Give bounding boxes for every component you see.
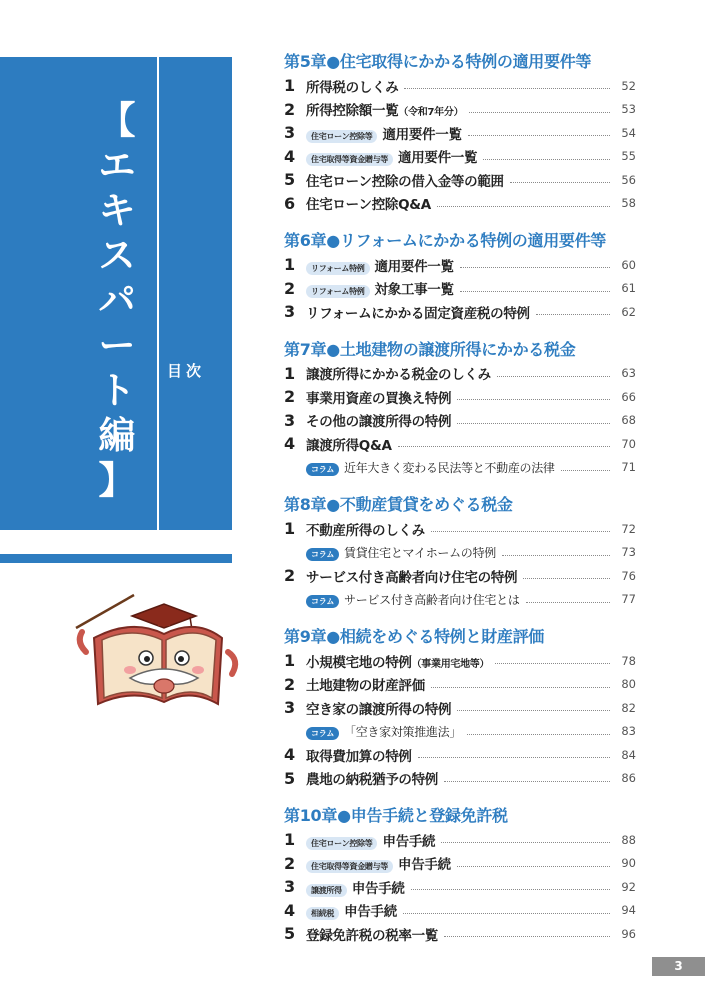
- entry-title-wrap: [306, 566, 517, 586]
- toc-entry[interactable]: [284, 121, 636, 145]
- section-title-char: ト: [98, 369, 136, 412]
- toc-entry[interactable]: [284, 385, 636, 409]
- chapter-heading: 第10章●申告手続と登録免許税: [284, 806, 508, 825]
- entry-number: 3: [284, 698, 296, 718]
- entry-title-wrap: [306, 924, 438, 944]
- toc-entry[interactable]: [284, 456, 636, 480]
- banner-underline: [0, 554, 232, 563]
- entry-page-number: 94: [621, 903, 636, 918]
- entry-title: 譲渡所得Q&A: [306, 437, 392, 454]
- entry-number: 1: [284, 255, 296, 275]
- entry-number: 5: [284, 170, 296, 190]
- entry-title: 対象工事一覧: [374, 282, 454, 299]
- table-of-contents: [284, 50, 636, 946]
- toc-entry[interactable]: [284, 168, 636, 192]
- entry-title: 申告手続: [344, 904, 397, 921]
- dot-leader: [483, 159, 610, 160]
- category-tag: 住宅ローン控除等: [306, 837, 377, 850]
- column-badge: コラム: [306, 548, 339, 561]
- entry-title: 小規模宅地の特例: [306, 654, 412, 671]
- toc-entry[interactable]: [284, 409, 636, 433]
- toc-entry[interactable]: [284, 767, 636, 791]
- entry-title-wrap: [306, 123, 462, 143]
- entry-title: 農地の納税猶予の特例: [306, 772, 438, 789]
- entry-number: 2: [284, 278, 296, 298]
- entry-page-number: 55: [621, 149, 636, 164]
- section-title-char: 】: [98, 459, 136, 502]
- entry-page-number: 60: [621, 257, 636, 272]
- entry-number: 5: [284, 924, 296, 944]
- entry-number: 5: [284, 768, 296, 788]
- entry-title: 住宅ローン控除Q&A: [306, 197, 431, 214]
- entry-page-number: 73: [621, 545, 636, 560]
- page-number: 3: [652, 957, 705, 976]
- entry-page-number: 61: [621, 281, 636, 296]
- entry-page-number: 58: [621, 196, 636, 211]
- entry-number: 2: [284, 674, 296, 694]
- entry-number: 1: [284, 76, 296, 96]
- entry-number: 3: [284, 302, 296, 322]
- entry-title-wrap: [306, 830, 435, 850]
- entry-title-wrap: [306, 146, 477, 166]
- toc-entry[interactable]: [284, 922, 636, 946]
- section-title-char: 【: [98, 99, 136, 142]
- toc-entry[interactable]: [284, 517, 636, 541]
- dot-leader: [523, 578, 610, 579]
- entry-title-wrap: [306, 363, 491, 383]
- entry-title: 適用要件一覧: [374, 258, 454, 275]
- dot-leader: [431, 531, 610, 532]
- entry-title: 適用要件一覧: [398, 150, 478, 167]
- entry-title-wrap: [306, 745, 412, 765]
- entry-title: 「空き家対策推進法」: [344, 724, 462, 739]
- entry-title-wrap: [306, 459, 555, 476]
- chapter-heading: 第8章●不動産賃貸をめぐる税金: [284, 495, 513, 514]
- entry-title-wrap: [306, 900, 397, 920]
- entry-number: 4: [284, 146, 296, 166]
- entry-page-number: 52: [621, 78, 636, 93]
- entry-number: 4: [284, 745, 296, 765]
- toc-entry[interactable]: [284, 673, 636, 697]
- entry-page-number: 66: [621, 389, 636, 404]
- dot-leader: [398, 446, 610, 447]
- dot-leader: [411, 889, 610, 890]
- entry-title: リフォームにかかる固定資産税の特例: [306, 305, 530, 322]
- entry-number: 2: [284, 99, 296, 119]
- entry-title-wrap: [306, 723, 461, 740]
- entry-title-wrap: [306, 674, 425, 694]
- toc-entry[interactable]: [284, 875, 636, 899]
- entry-number: 1: [284, 651, 296, 671]
- toc-entry[interactable]: [284, 541, 636, 565]
- chapter-heading: 第7章●土地建物の譲渡所得にかかる税金: [284, 339, 576, 359]
- entry-page-number: 88: [621, 832, 636, 847]
- entry-title-wrap: [306, 434, 392, 454]
- toc-entry[interactable]: [284, 145, 636, 169]
- entry-page-number: 92: [621, 879, 636, 894]
- toc-entry[interactable]: [284, 98, 636, 122]
- category-tag: 住宅取得等資金贈与等: [306, 153, 393, 166]
- dot-leader: [457, 423, 610, 424]
- entry-title-wrap: [306, 544, 496, 561]
- entry-title-wrap: [306, 410, 451, 430]
- entry-title: 申告手続: [398, 857, 451, 874]
- entry-title: その他の譲渡所得の特例: [306, 414, 452, 431]
- entry-page-number: 68: [621, 413, 636, 428]
- toc-label: 目次: [167, 362, 206, 380]
- dot-leader: [418, 757, 610, 758]
- dot-leader: [444, 781, 610, 782]
- section-title-char: キ: [98, 189, 136, 232]
- section-title: [86, 98, 148, 503]
- dot-leader: [403, 913, 610, 914]
- entry-page-number: 83: [621, 724, 636, 739]
- entry-title: 申告手続: [351, 880, 405, 897]
- entry-title: 所得税のしくみ: [306, 79, 399, 96]
- entry-title-wrap: [306, 302, 530, 322]
- column-badge: コラム: [306, 463, 339, 476]
- entry-title-wrap: [306, 387, 451, 407]
- entry-page-number: 56: [621, 172, 636, 187]
- entry-title-wrap: [306, 519, 425, 539]
- entry-title: 賃貸住宅とマイホームの特例: [344, 545, 496, 560]
- entry-page-number: 72: [621, 521, 636, 536]
- dot-leader: [467, 734, 610, 735]
- entry-page-number: 63: [621, 366, 636, 381]
- entry-title-wrap: [306, 76, 398, 96]
- toc-entry[interactable]: [284, 588, 636, 612]
- category-tag: リフォーム特例: [306, 285, 370, 298]
- entry-title: 登録免許税の税率一覧: [306, 927, 438, 944]
- section-title-char: ス: [98, 234, 136, 277]
- dot-leader: [460, 267, 610, 268]
- entry-title: 事業用資産の買換え特例: [306, 390, 452, 407]
- dot-leader: [495, 663, 610, 664]
- entry-title-wrap: [306, 768, 438, 788]
- category-tag: 住宅ローン控除等: [306, 130, 377, 143]
- column-badge: コラム: [306, 595, 339, 608]
- entry-number: 2: [284, 387, 296, 407]
- dot-leader: [468, 135, 610, 136]
- category-tag: 相続税: [306, 907, 339, 920]
- entry-page-number: 77: [621, 592, 636, 607]
- entry-title-wrap: [306, 698, 451, 718]
- dot-leader: [457, 710, 610, 711]
- column-badge: コラム: [306, 727, 339, 740]
- toc-entry[interactable]: [284, 720, 636, 744]
- entry-title-wrap: [306, 591, 520, 608]
- dot-leader: [502, 555, 610, 556]
- entry-page-number: 86: [621, 771, 636, 786]
- entry-title: 申告手続: [382, 833, 436, 850]
- entry-number: 3: [284, 123, 296, 143]
- toc-entry[interactable]: [284, 277, 636, 301]
- dot-leader: [437, 206, 610, 207]
- entry-title-wrap: [306, 170, 504, 190]
- entry-title: 土地建物の財産評価: [306, 678, 425, 695]
- entry-number: 1: [284, 830, 296, 850]
- category-tag: 住宅取得等資金贈与等: [306, 860, 393, 873]
- entry-page-number: 80: [621, 677, 636, 692]
- chapter-heading: 第5章●住宅取得にかかる特例の適用要件等: [284, 52, 592, 71]
- toc-entry[interactable]: [284, 899, 636, 923]
- entry-page-number: 71: [621, 460, 636, 475]
- entry-number: 3: [284, 877, 296, 897]
- entry-number: 2: [284, 853, 296, 873]
- chapter-heading: 第9章●相続をめぐる特例と財産評価: [284, 627, 544, 646]
- dot-leader: [404, 88, 610, 89]
- entry-title: 不動産所得のしくみ: [306, 522, 425, 539]
- entry-title: 空き家の譲渡所得の特例: [306, 701, 452, 718]
- dot-leader: [497, 376, 610, 377]
- entry-page-number: 90: [621, 856, 636, 871]
- toc-entry[interactable]: [284, 74, 636, 98]
- chapter-heading: 第6章●リフォームにかかる特例の適用要件等: [284, 231, 606, 250]
- dot-leader: [457, 866, 610, 867]
- entry-page-number: 84: [621, 747, 636, 762]
- section-title-char: パ: [98, 279, 136, 322]
- section-title-char: ー: [98, 324, 136, 367]
- entry-title: 取得費加算の特例: [306, 748, 412, 765]
- entry-title-wrap: [306, 651, 489, 671]
- entry-page-number: 54: [621, 125, 636, 140]
- section-title-char: エ: [98, 144, 136, 187]
- toc-entry[interactable]: [284, 649, 636, 673]
- entry-number: 1: [284, 519, 296, 539]
- entry-number: 4: [284, 434, 296, 454]
- toc-entry[interactable]: [284, 564, 636, 588]
- entry-note: （令和7年分）: [398, 107, 464, 119]
- entry-title: サービス付き高齢者向け住宅の特例: [306, 569, 518, 586]
- entry-title: 近年大きく変わる民法等と不動産の法律: [344, 460, 555, 475]
- dot-leader: [457, 399, 610, 400]
- toc-entry[interactable]: [284, 743, 636, 767]
- entry-title-wrap: [306, 193, 431, 213]
- dot-leader: [460, 291, 610, 292]
- toc-entry[interactable]: [284, 828, 636, 852]
- toc-entry[interactable]: [284, 852, 636, 876]
- toc-entry[interactable]: [284, 696, 636, 720]
- entry-title: 適用要件一覧: [382, 126, 462, 143]
- entry-title-wrap: [306, 877, 405, 897]
- professor-book-mascot-icon: [72, 590, 244, 720]
- entry-page-number: 62: [621, 304, 636, 319]
- entry-title-wrap: [306, 853, 451, 873]
- dot-leader: [536, 314, 610, 315]
- entry-title: 所得控除額一覧: [306, 103, 399, 120]
- section-title-char: 編: [98, 414, 136, 457]
- dot-leader: [431, 687, 610, 688]
- entry-title: 住宅ローン控除の借入金等の範囲: [306, 173, 504, 190]
- dot-leader: [526, 602, 610, 603]
- banner-divider: [157, 57, 159, 530]
- entry-note: （事業用宅地等）: [411, 658, 490, 670]
- entry-page-number: 78: [621, 653, 636, 668]
- dot-leader: [444, 936, 610, 937]
- category-tag: 譲渡所得: [306, 884, 347, 897]
- entry-page-number: 82: [621, 700, 636, 715]
- entry-title-wrap: [306, 255, 454, 275]
- entry-title: 譲渡所得にかかる税金のしくみ: [306, 367, 491, 384]
- entry-page-number: 96: [621, 926, 636, 941]
- entry-number: 6: [284, 193, 296, 213]
- toc-entry[interactable]: [284, 300, 636, 324]
- entry-number: 3: [284, 410, 296, 430]
- entry-page-number: 76: [621, 568, 636, 583]
- dot-leader: [510, 182, 610, 183]
- entry-title-wrap: [306, 278, 454, 298]
- entry-number: 4: [284, 900, 296, 920]
- toc-entry[interactable]: [284, 432, 636, 456]
- entry-number: 2: [284, 566, 296, 586]
- toc-entry[interactable]: [284, 362, 636, 386]
- dot-leader: [561, 470, 610, 471]
- entry-title-wrap: [306, 99, 463, 119]
- category-tag: リフォーム特例: [306, 262, 370, 275]
- dot-leader: [469, 112, 610, 113]
- toc-entry[interactable]: [284, 253, 636, 277]
- entry-title: サービス付き高齢者向け住宅とは: [344, 592, 520, 607]
- toc-entry[interactable]: [284, 192, 636, 216]
- entry-page-number: 70: [621, 436, 636, 451]
- entry-number: 1: [284, 363, 296, 383]
- dot-leader: [441, 842, 610, 843]
- entry-page-number: 53: [621, 102, 636, 117]
